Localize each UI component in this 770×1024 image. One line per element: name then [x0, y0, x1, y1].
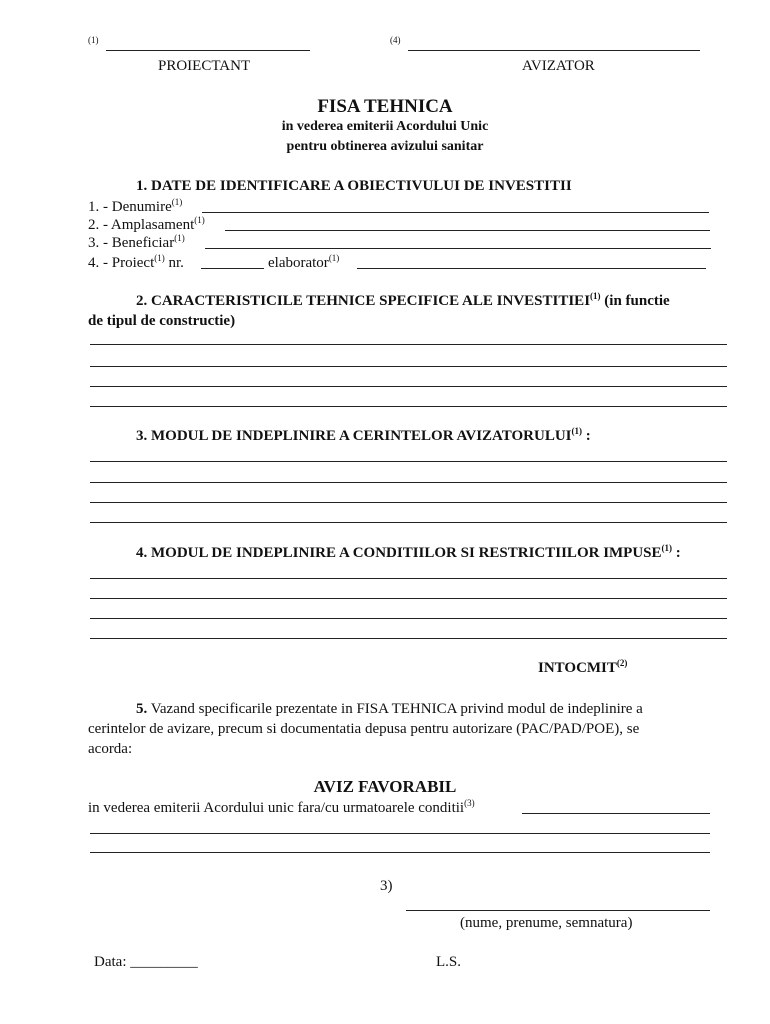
section2-heading-cont: de tipul de constructie)	[88, 313, 236, 329]
page-title: FISA TEHNICA	[317, 96, 453, 117]
aviz-conditions-label: in vederea emiterii Acordului unic fara/cu urmatoarele conditii$^{(3)}$	[88, 798, 475, 816]
aviz-conditions-line[interactable]	[90, 833, 710, 834]
page-subtitle-1: in vederea emiterii Acordului Unic	[281, 119, 489, 134]
date-field[interactable]: Data: _________	[94, 954, 198, 970]
section5-paragraph-line3: acorda:	[88, 741, 133, 757]
aviz-conditions-input[interactable]	[522, 813, 710, 814]
section5-paragraph-line1: 5. Vazand specificarile prezentate in FISA TEHNICA privind modul de indeplinire a	[136, 701, 643, 717]
section4-line[interactable]	[90, 618, 727, 619]
page-subtitle-2: pentru obtinerea avizului sanitar	[286, 139, 484, 154]
section4-line[interactable]	[90, 598, 727, 599]
field-amplasament-label: 2. - Amplasament$^{(1)}$	[88, 215, 205, 233]
section3-line[interactable]	[90, 522, 727, 523]
section4-line[interactable]	[90, 578, 727, 579]
section2-line[interactable]	[90, 386, 727, 387]
section3-line[interactable]	[90, 461, 727, 462]
field-proiect-nr-input[interactable]	[201, 268, 264, 269]
section4-heading: 4. MODUL DE INDEPLINIRE A CONDITIILOR SI RESTRICTIILOR IMPUSE$^{(1)}$ :	[136, 543, 681, 561]
section2-heading: 2. CARACTERISTICILE TEHNICE SPECIFICE ALE INVESTITIEI$^{(1)}$ (in functie	[136, 291, 670, 309]
section3-line[interactable]	[90, 502, 727, 503]
field-elaborator-label: elaborator$^{(1)}$	[268, 253, 340, 271]
section2-line[interactable]	[90, 366, 727, 367]
section5-paragraph-line2: cerintelor de avizare, precum si documentatia depusa pentru autorizare (PAC/PAD/POE), se	[88, 721, 640, 737]
section3-heading: 3. MODUL DE INDEPLINIRE A CERINTELOR AVIZATORULUI$^{(1)}$ :	[136, 426, 591, 444]
section2-line[interactable]	[90, 344, 727, 345]
signature-line[interactable]	[406, 910, 710, 911]
field-denumire-label: 1. - Denumire$^{(1)}$	[88, 197, 183, 215]
proiectant-marker: (1)	[88, 35, 99, 45]
section3-line[interactable]	[90, 482, 727, 483]
field-amplasament-input[interactable]	[225, 230, 710, 231]
avizator-marker: (4)	[390, 35, 401, 45]
aviz-conditions-line[interactable]	[90, 852, 710, 853]
field-beneficiar-input[interactable]	[205, 248, 711, 249]
field-beneficiar-label: 3. - Beneficiar$^{(1)}$	[88, 233, 185, 251]
avizator-signature-line[interactable]	[408, 50, 700, 51]
signature-caption: (nume, prenume, semnatura)	[460, 915, 633, 931]
section4-line[interactable]	[90, 638, 727, 639]
intocmit-label: INTOCMIT$^{(2)}$	[538, 658, 628, 676]
avizator-label: AVIZATOR	[522, 58, 595, 74]
proiectant-label: PROIECTANT	[158, 58, 251, 74]
field-proiect-label: 4. - Proiect$^{(1)}$ nr.	[88, 253, 184, 271]
ls-label: L.S.	[436, 954, 462, 970]
section2-line[interactable]	[90, 406, 727, 407]
field-denumire-input[interactable]	[202, 212, 709, 213]
proiectant-signature-line[interactable]	[106, 50, 310, 51]
field-elaborator-input[interactable]	[357, 268, 706, 269]
section1-heading: 1. DATE DE IDENTIFICARE A OBIECTIVULUI DE INVESTITII	[136, 178, 572, 194]
aviz-favorabil-title: AVIZ FAVORABIL	[313, 777, 457, 796]
signature-marker: 3)	[380, 878, 393, 894]
